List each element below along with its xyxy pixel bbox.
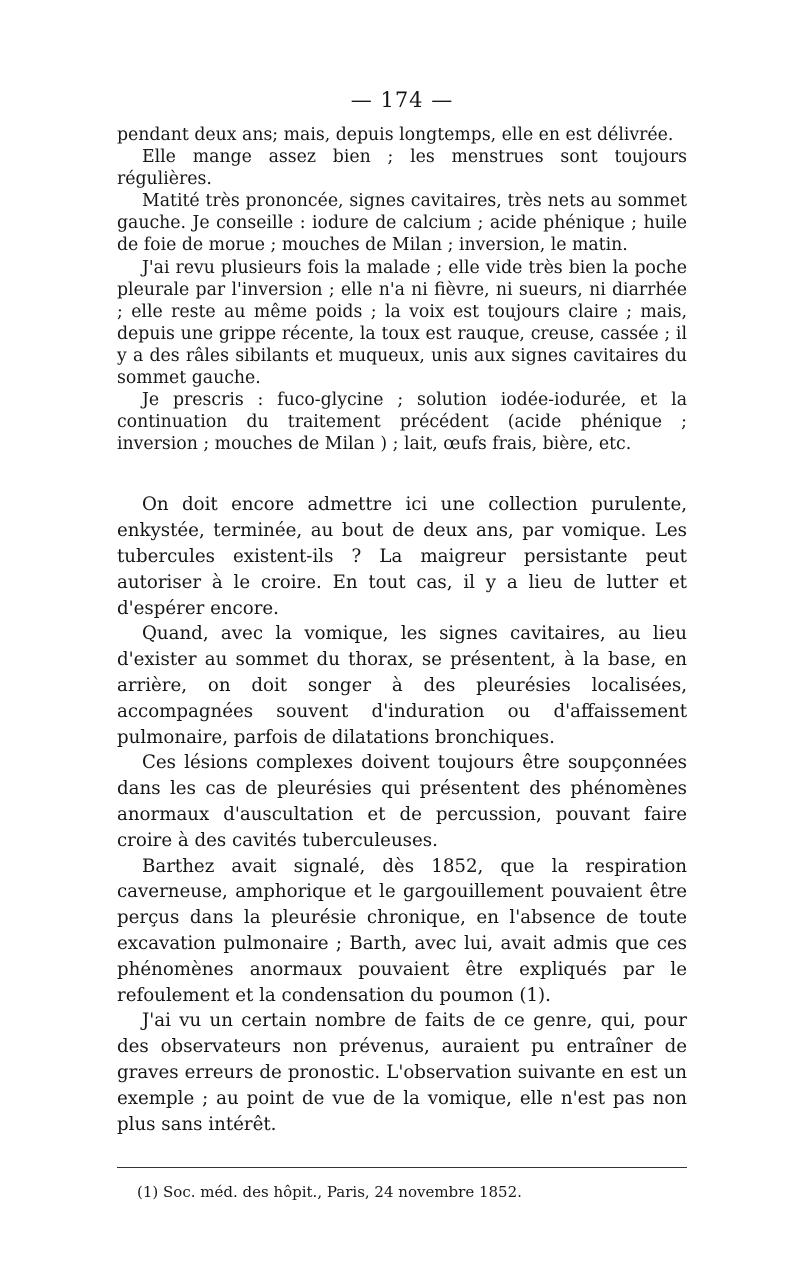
case-notes-section bbox=[117, 124, 687, 455]
paragraph: On doit encore admettre ici une collection purulente, enkystée, terminée, au bout de deux ans, par vomique. Les tubercules existent-ils ? La maigreur persistante peut autoriser à le croire. En tout cas, il y a lieu de lutter et d'espérer encore. bbox=[117, 494, 687, 619]
paragraph: pendant deux ans; mais, depuis longtemps, elle en est délivrée. bbox=[117, 125, 674, 145]
footnote: (1) Soc. méd. des hôpit., Paris, 24 novembre 1852. bbox=[137, 1183, 522, 1202]
paragraph: J'ai revu plusieurs fois la malade ; elle vide très bien la poche pleurale par l'inversion ; elle n'a ni fièvre, ni sueurs, ni diarrhée ; elle reste au même poids ; la voix est toujours claire ; mais, depuis une grippe récente, la toux est rauque, creuse, cassée ; il y a des râles sibilants et muqueux, unis aux signes cavitaires du sommet gauche. bbox=[117, 257, 687, 389]
paragraph: Barthez avait signalé, dès 1852, que la respiration caverneuse, amphorique et le gargouillement pouvaient être perçus dans la pleurésie chronique, en l'absence de toute excavation pulmonaire ; Barth, avec lui, avait admis que ces phénomènes anormaux pouvaient être expliqués par le refoulement et la condensation du poumon (1). bbox=[117, 855, 687, 1006]
paragraph: Elle mange assez bien ; les menstrues sont toujours régulières. bbox=[117, 147, 687, 190]
paragraph: Quand, avec la vomique, les signes cavitaires, au lieu d'exister au sommet du thorax, se présentent, à la base, en arrière, on doit songer à des pleurésies localisées, accompagnées souvent d'induration ou d'affaissement pulmonaire, parfois de dilatations bronchiques. bbox=[117, 623, 687, 748]
paragraph: Je prescris : fuco-glycine ; solution iodée-iodurée, et la continuation du traitement précédent (acide phénique ; inversion ; mouches de Milan ) ; lait, œufs frais, bière, etc. bbox=[117, 390, 687, 455]
book-page bbox=[117, 86, 687, 1202]
paragraph: J'ai vu un certain nombre de faits de ce genre, qui, pour des observateurs non prévenus, auraient pu entraîner de graves erreurs de pronostic. L'observation suivante en est un exemple ; au point de vue de la vomique, elle n'est pas non plus sans intérêt. bbox=[117, 1010, 687, 1135]
paragraph: Ces lésions complexes doivent toujours être soupçonnées dans les cas de pleurésies qui présentent des phénomènes anormaux d'auscultation et de percussion, pouvant faire croire à des cavités tuberculeuses. bbox=[117, 752, 687, 851]
page-number: — 174 — bbox=[350, 88, 454, 112]
commentary-section bbox=[117, 492, 687, 1137]
footnote-divider bbox=[117, 1167, 687, 1168]
paragraph: Matité très prononcée, signes cavitaires, très nets au sommet gauche. Je conseille : iodure de calcium ; acide phénique ; huile de foie de morue ; mouches de Milan ; inversion, le matin. bbox=[117, 191, 687, 256]
